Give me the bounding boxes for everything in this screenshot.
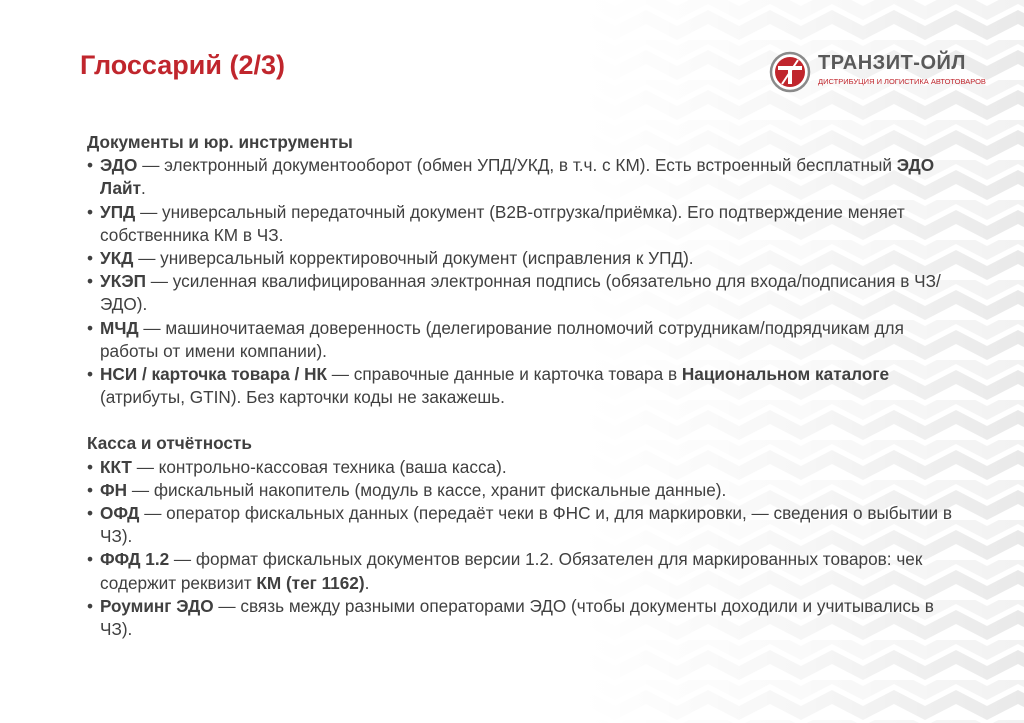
definition: — универсальный корректировочный документ (исправления к УПД). [133, 248, 694, 269]
list-item [87, 201, 967, 247]
glossary-list [87, 456, 967, 642]
list-item [87, 363, 967, 409]
term: Роуминг ЭДО [100, 595, 214, 616]
definition: — связь между разными операторами ЭДО (чтобы документы доходили и учитывались в ЧЗ). [100, 595, 934, 640]
list-item [87, 317, 967, 363]
definition: — контрольно-кассовая техника (ваша касса). [131, 456, 507, 477]
term: УПД [100, 201, 136, 222]
definition: — фискальный накопитель (модуль в кассе, хранит фискальные данные). [127, 479, 727, 500]
glossary-list [87, 154, 967, 409]
definition: — универсальный передаточный документ (B2B-отгрузка/приёмка). Его подтверждение меняет собственника КМ в ЧЗ. [100, 201, 905, 245]
list-item [87, 548, 967, 594]
term: УКЭП [100, 271, 146, 292]
definition: — усиленная квалифицированная электронная подпись (обязательно для входа/подписания в ЧЗ/ЭДО). [100, 271, 941, 315]
definition: — электронный документооборот (обмен УПД/УКД, в т.ч. с КМ). Есть встроенный бесплатный [137, 155, 897, 176]
logo-name: ТРАНЗИТ-ОЙЛ [818, 52, 966, 74]
term: МЧД [100, 317, 139, 338]
logo-tagline: ДИСТРИБУЦИЯ И ЛОГИСТИКА АВТОТОВАРОВ [818, 77, 986, 86]
definition-tail: (атрибуты, GTIN). Без карточки коды не закажешь. [100, 387, 505, 408]
definition-tail: . [141, 178, 146, 199]
glossary-content [87, 131, 967, 641]
term: ФН [100, 479, 128, 500]
definition: — справочные данные и карточка товара в [327, 364, 682, 385]
definition-tail: . [364, 572, 370, 593]
term: ОФД [100, 503, 140, 524]
term: ЭДО [100, 155, 138, 176]
definition: — оператор фискальных данных (передаёт чеки в ФНС и, для маркировки, — сведения о выбытии в ЧЗ). [100, 503, 952, 547]
term: ФФД 1.2 [100, 549, 170, 570]
definition: — формат фискальных документов версии 1.2. Обязателен для маркированных товаров: чек содержит реквизит [100, 549, 923, 593]
definition: — машиночитаемая доверенность (делегирование полномочий сотрудникам/подрядчикам для работы от имени компании). [100, 317, 904, 361]
slide-title: Глоссарий (2/3) [80, 50, 285, 80]
section-heading: Документы и юр. инструменты [87, 132, 353, 152]
logo-emblem-icon [768, 50, 812, 94]
list-item [87, 502, 967, 548]
list-item [87, 154, 967, 200]
list-item [87, 456, 967, 479]
term: НСИ / карточка товара / НК [100, 364, 327, 385]
list-item [87, 479, 967, 502]
term-emphasis: Национальном каталоге [681, 364, 890, 385]
list-item [87, 247, 967, 270]
list-item [87, 270, 967, 316]
term: УКД [100, 248, 134, 269]
company-logo [768, 48, 988, 96]
term-emphasis: ЭДО Лайт [100, 155, 935, 199]
term: ККТ [100, 456, 132, 477]
term-emphasis: КМ (тег 1162) [256, 572, 365, 593]
section-heading: Касса и отчётность [87, 433, 252, 454]
list-item [87, 595, 967, 641]
